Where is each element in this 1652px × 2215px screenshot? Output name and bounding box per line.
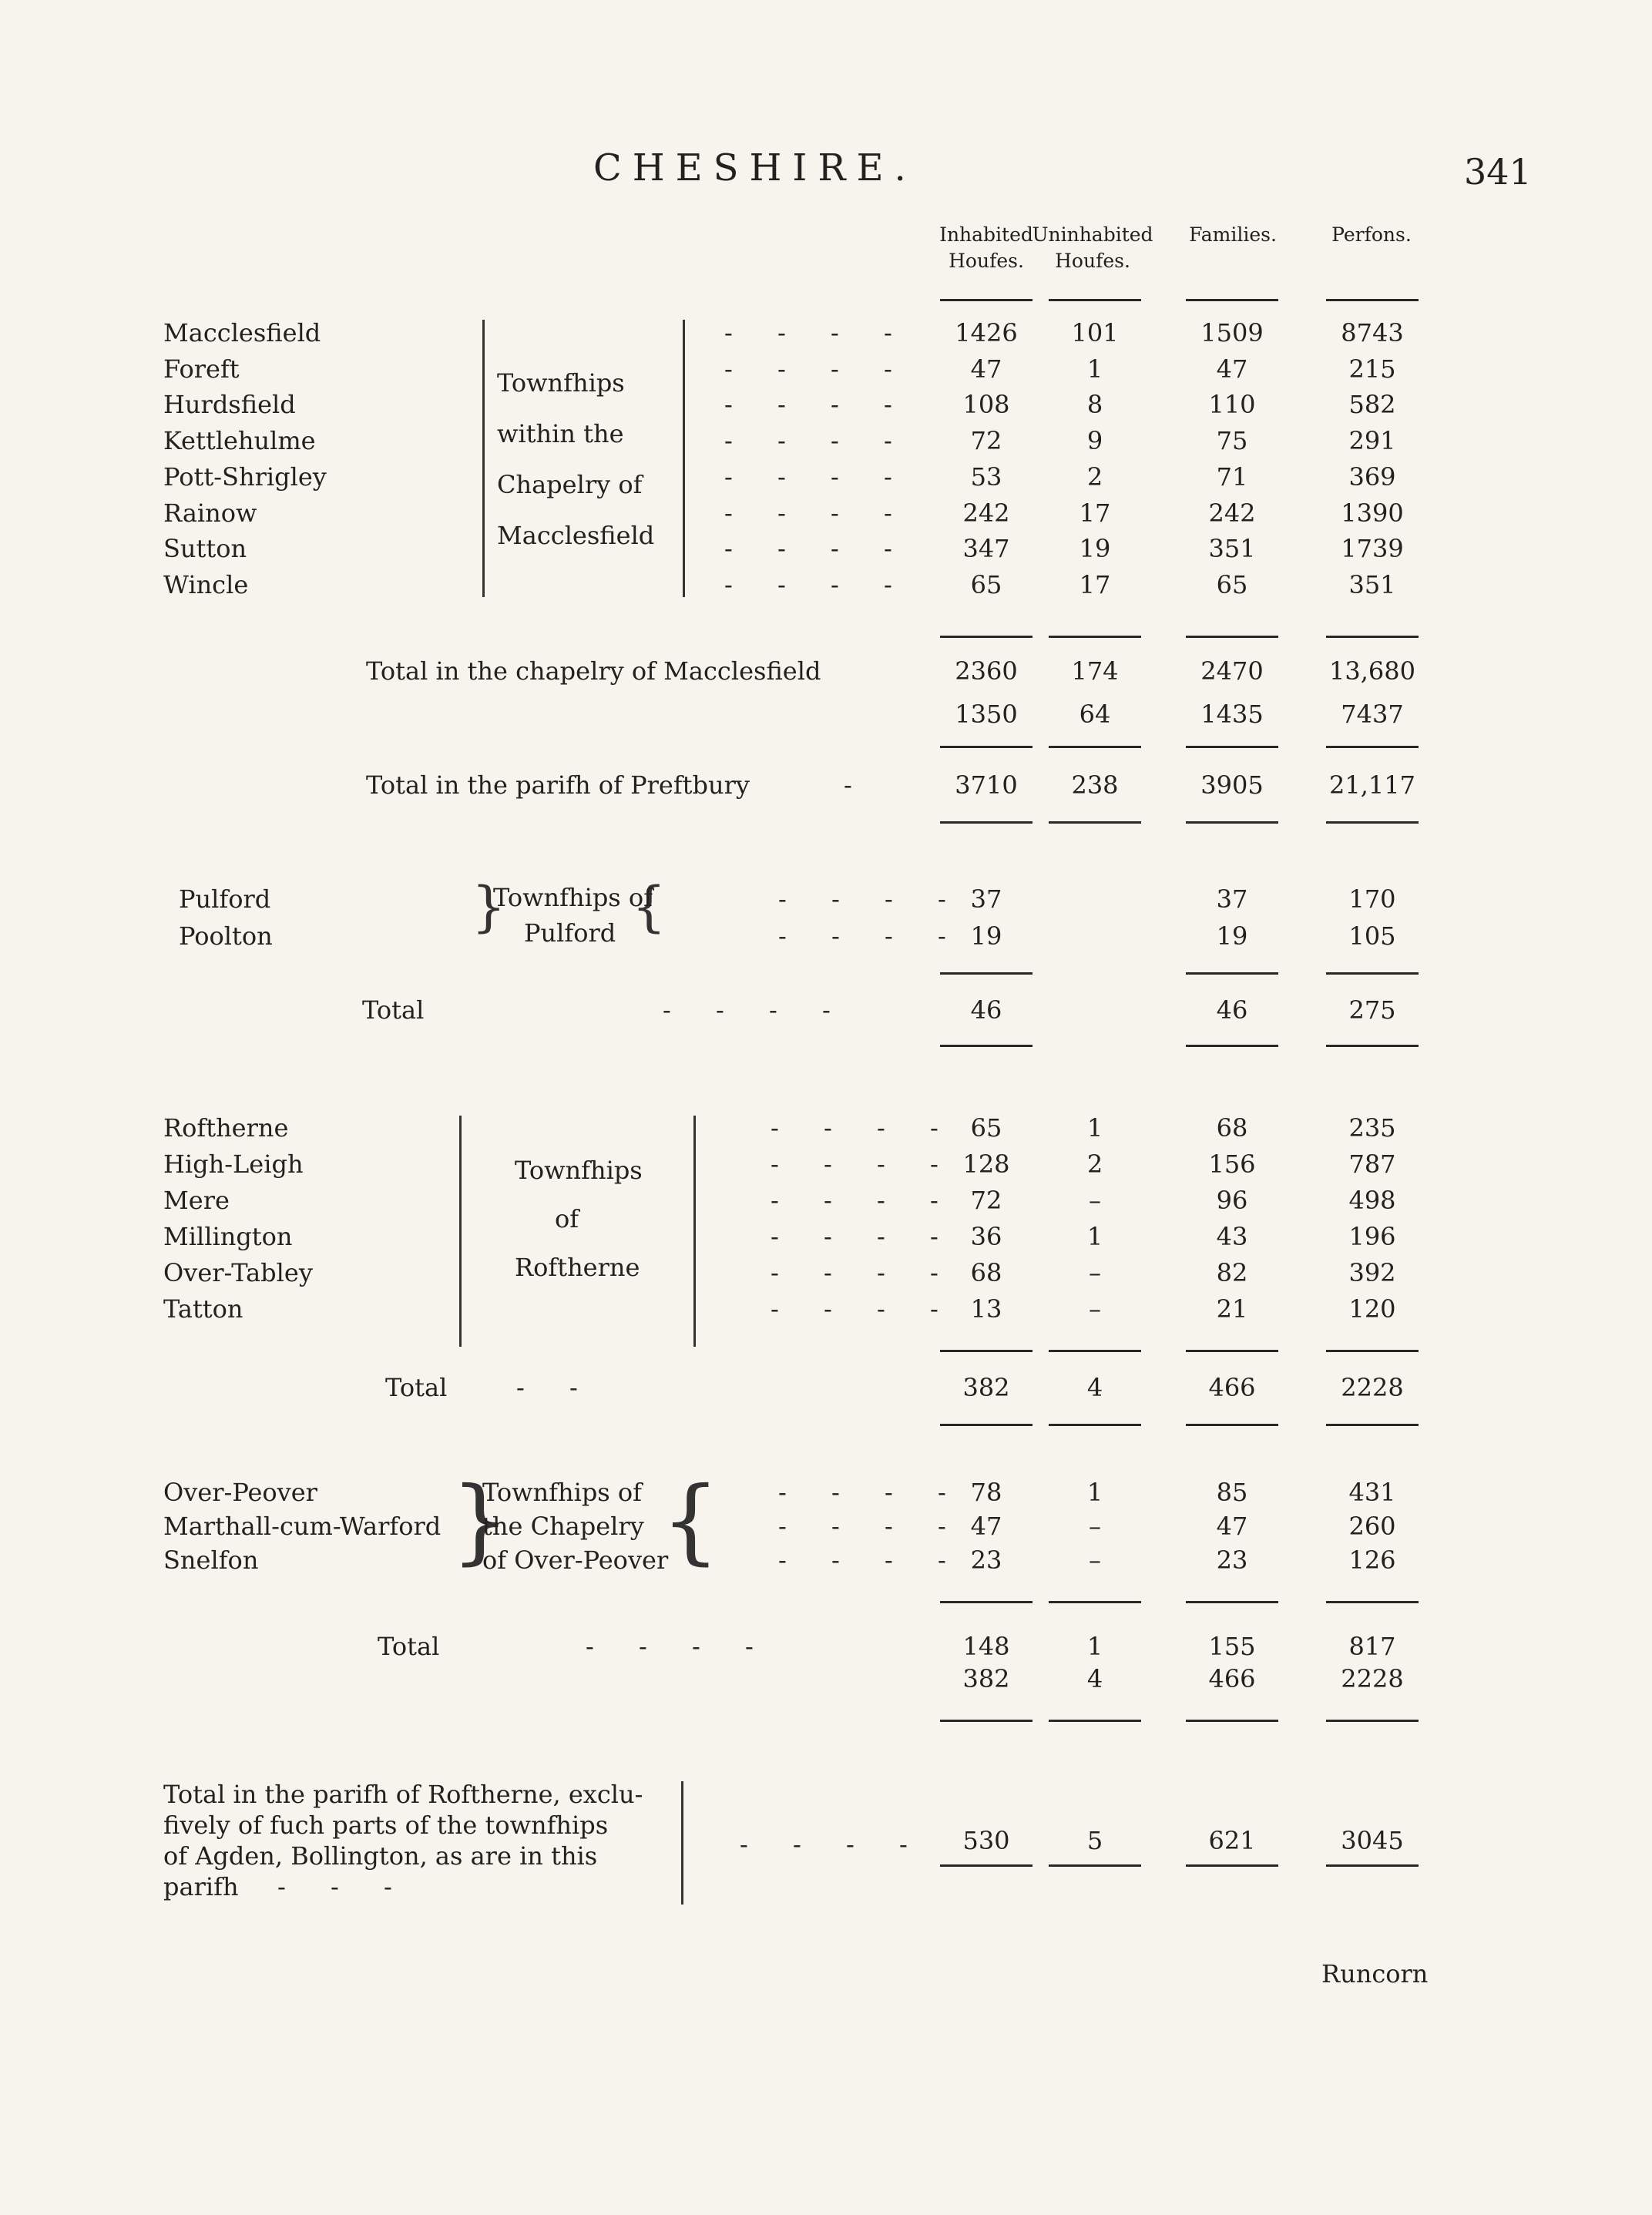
leader-dashes: - - - -	[724, 461, 911, 492]
parish-row-col4: 3045	[1341, 1826, 1404, 1855]
table-row-col4: 1390	[1341, 498, 1404, 528]
mac2-rule-3	[1186, 746, 1278, 748]
table-row-col4: 787	[1348, 1149, 1396, 1179]
leader-dashes: - - - -	[724, 426, 911, 456]
table-row-col1: 242	[962, 498, 1010, 528]
total-row-col1: 382	[962, 1373, 1010, 1402]
table-row-col1: 47	[970, 1512, 1002, 1541]
table-row-col3: 23	[1216, 1545, 1248, 1575]
table-row-col3: 68	[1216, 1113, 1248, 1143]
parish-total-row-col3: 3905	[1200, 770, 1264, 800]
pr-rule-1	[940, 1864, 1032, 1867]
table-row-col4: 8743	[1341, 318, 1404, 347]
table-row-col2: 1	[1086, 1113, 1103, 1143]
table-row-col1: 72	[970, 1186, 1002, 1215]
table-row-col1: 13	[970, 1294, 1002, 1324]
pul2-rule-4	[1326, 1045, 1419, 1047]
pul-rule-3	[1186, 972, 1278, 975]
table-row-col2: 2	[1086, 461, 1103, 492]
left-brace-icon: {	[661, 1468, 720, 1575]
extra-row-col4: 2228	[1341, 1664, 1404, 1693]
group-label: Townfhips	[515, 1156, 643, 1185]
total-row-col3: 2470	[1200, 656, 1264, 686]
table-row-col1: 347	[962, 534, 1010, 564]
total-label: Total	[362, 995, 425, 1025]
leader-dashes: - - - -	[724, 390, 911, 420]
table-row-col4: 170	[1348, 884, 1396, 914]
leader-dashes: - - - -	[771, 1149, 957, 1179]
total-label: Total	[385, 1373, 448, 1402]
table-row-col3: 47	[1216, 1512, 1248, 1541]
total-row-col2: 1	[1086, 1632, 1103, 1661]
ros2-rule-4	[1326, 1424, 1419, 1426]
table-row-col2: 1	[1086, 354, 1103, 384]
row-name: Poolton	[179, 921, 273, 951]
table-row-col2: 17	[1079, 570, 1111, 600]
parish-row-col3: 621	[1208, 1826, 1256, 1855]
row-name: Macclesfield	[163, 318, 321, 347]
mac-rule-3	[1186, 636, 1278, 638]
mac-rule-2	[1049, 636, 1141, 638]
table-row-col4: 215	[1348, 354, 1396, 384]
extra-row-col2: 4	[1086, 1664, 1103, 1693]
leader-dashes: - - - -	[771, 1222, 957, 1251]
mac2-rule-4	[1326, 746, 1419, 748]
leader-dashes: - - - -	[724, 354, 911, 384]
table-row-col1: 1426	[955, 318, 1018, 347]
table-row-col3: 85	[1216, 1478, 1248, 1507]
total-row-col2: 4	[1086, 1373, 1103, 1402]
right-bracket	[683, 320, 690, 597]
leader-dashes: - - - -	[771, 1186, 957, 1215]
table-row-col2: 19	[1079, 534, 1111, 564]
row-name: Mere	[163, 1186, 230, 1215]
row-name: Sutton	[163, 534, 247, 564]
table-row-col3: 82	[1216, 1258, 1248, 1287]
leader-dashes: - - - -	[724, 570, 911, 600]
group-label: Pulford	[524, 918, 616, 948]
table-row-col3: 242	[1208, 498, 1256, 528]
left-brace-icon: {	[632, 875, 667, 938]
ros2-rule-3	[1186, 1424, 1278, 1426]
extra-row-col1: 382	[962, 1664, 1010, 1693]
leader-dashes: - - - -	[771, 1113, 957, 1143]
pul-rule-4	[1326, 972, 1419, 975]
header-rule-2	[1049, 299, 1141, 301]
table-row-col3: 156	[1208, 1149, 1256, 1179]
row-name: Pott-Shrigley	[163, 461, 327, 492]
table-row-col1: 65	[970, 1113, 1002, 1143]
table-row-col2: 9	[1086, 426, 1103, 456]
leader-dashes: - - -	[277, 1872, 411, 1901]
parish-label-line: Total in the parifh of Roftherne, exclu-	[163, 1780, 643, 1809]
group-label: Townfhips	[497, 368, 625, 398]
table-row-col1: 37	[970, 884, 1002, 914]
row-name: Hurdsfield	[163, 390, 296, 420]
total-label: Total	[378, 1632, 440, 1661]
total-row-col3: 155	[1208, 1632, 1256, 1661]
table-row-col2: –	[1089, 1294, 1101, 1324]
group-label: Townfhips of	[493, 883, 653, 912]
left-bracket	[455, 1116, 462, 1347]
table-row-col2: 101	[1071, 318, 1119, 347]
row-name: Marthall-cum-Warford	[163, 1512, 442, 1541]
group-label: Townfhips of	[482, 1478, 642, 1507]
total-label: Total in the chapelry of Macclesfield	[366, 656, 821, 686]
table-row-col4: 260	[1348, 1512, 1396, 1541]
table-row-col1: 65	[970, 570, 1002, 600]
mac3-rule-1	[940, 821, 1032, 824]
table-row-col3: 37	[1216, 884, 1248, 914]
extra-row-col3: 466	[1208, 1664, 1256, 1693]
mac2-rule-2	[1049, 746, 1141, 748]
pr-rule-4	[1326, 1864, 1419, 1867]
total-row-col1: 46	[970, 995, 1002, 1025]
right-bracket	[693, 1116, 700, 1347]
total-row-col1: 2360	[955, 656, 1018, 686]
table-row-col2: –	[1089, 1186, 1101, 1215]
table-row-col1: 78	[970, 1478, 1002, 1507]
row-name: Tatton	[163, 1294, 243, 1324]
header-rule-1	[940, 299, 1032, 301]
table-row-col4: 105	[1348, 921, 1396, 951]
table-row-col1: 23	[970, 1545, 1002, 1575]
row-name: Pulford	[179, 884, 271, 914]
table-row-col2: –	[1089, 1512, 1101, 1541]
parish-total-row-col4: 21,117	[1329, 770, 1415, 800]
leader-dashes: - - - -	[740, 1830, 926, 1859]
leader-dashes: - - - -	[778, 1512, 965, 1541]
leader-dashes: - - - -	[586, 1632, 772, 1661]
mac3-rule-4	[1326, 821, 1419, 824]
table-row-col4: 392	[1348, 1258, 1396, 1287]
extra-row-col3: 1435	[1200, 700, 1264, 729]
ros-rule-3	[1186, 1350, 1278, 1352]
column-header-3: Families.	[1189, 223, 1277, 246]
group-label: Chapelry of	[497, 470, 643, 499]
table-row-col1: 68	[970, 1258, 1002, 1287]
left-bracket	[478, 320, 485, 597]
ros-rule-1	[940, 1350, 1032, 1352]
right-brace-icon: }	[451, 1468, 510, 1575]
mac-rule-1	[940, 636, 1032, 638]
table-row-col3: 1509	[1200, 318, 1264, 347]
leader-dashes: - - - -	[778, 1545, 965, 1575]
pul2-rule-1	[940, 1045, 1032, 1047]
pr-rule-3	[1186, 1864, 1278, 1867]
group-label: of	[555, 1204, 579, 1233]
parish-label-line: of Agden, Bollington, as are in this	[163, 1841, 598, 1871]
group-label: Macclesfield	[497, 521, 655, 550]
total-row-col4: 13,680	[1329, 656, 1415, 686]
table-row-col4: 291	[1348, 426, 1396, 456]
leader-dashes: - - - -	[778, 921, 965, 951]
page-number: 341	[1464, 151, 1532, 193]
mac3-rule-3	[1186, 821, 1278, 824]
leader-dashes: - - - -	[724, 498, 911, 528]
parish-row-col1: 530	[962, 1826, 1010, 1855]
table-row-col4: 582	[1348, 390, 1396, 420]
table-row-col4: 196	[1348, 1222, 1396, 1251]
table-row-col4: 120	[1348, 1294, 1396, 1324]
group-label: of Over-Peover	[482, 1545, 669, 1575]
table-row-col3: 351	[1208, 534, 1256, 564]
table-row-col1: 47	[970, 354, 1002, 384]
total-row-col3: 46	[1216, 995, 1248, 1025]
leader-dashes: - - - -	[778, 1478, 965, 1507]
table-row-col2: 1	[1086, 1222, 1103, 1251]
group-label: the Chapelry	[482, 1512, 644, 1541]
total-row-col4: 817	[1348, 1632, 1396, 1661]
parish-total-label: Total in the parifh of Preftbury	[366, 770, 750, 800]
ovp2-rule-3	[1186, 1720, 1278, 1722]
total-row-col4: 2228	[1341, 1373, 1404, 1402]
leader-dashes: - - - -	[724, 534, 911, 564]
table-row-col3: 43	[1216, 1222, 1248, 1251]
leader-dashes: - - - -	[778, 884, 965, 914]
row-name: Snelfon	[163, 1545, 259, 1575]
group-label: Roftherne	[515, 1253, 640, 1282]
ros2-rule-1	[940, 1424, 1032, 1426]
total-row-col4: 275	[1348, 995, 1396, 1025]
extra-row-col2: 64	[1079, 700, 1111, 729]
table-row-col2: 17	[1079, 498, 1111, 528]
leader-dashes: - - - -	[663, 995, 849, 1025]
parish-row-col2: 5	[1086, 1826, 1103, 1855]
table-row-col3: 65	[1216, 570, 1248, 600]
total-row-col1: 148	[962, 1632, 1010, 1661]
table-row-col2: 8	[1086, 390, 1103, 420]
column-header-4: Perfons.	[1331, 223, 1412, 246]
ovp2-rule-1	[940, 1720, 1032, 1722]
catchword: Runcorn	[1321, 1959, 1429, 1988]
table-row-col1: 108	[962, 390, 1010, 420]
row-name: Kettlehulme	[163, 426, 316, 456]
right-brace-icon: }	[472, 875, 506, 938]
row-name: Rainow	[163, 498, 257, 528]
leader-dashes: -	[844, 770, 871, 800]
total-row-col3: 466	[1208, 1373, 1256, 1402]
table-row-col4: 126	[1348, 1545, 1396, 1575]
ovp-rule-3	[1186, 1601, 1278, 1603]
mac3-rule-2	[1049, 821, 1141, 824]
pul-rule-1	[940, 972, 1032, 975]
leader-dashes: - - - -	[771, 1258, 957, 1287]
mac2-rule-1	[940, 746, 1032, 748]
table-row-col4: 369	[1348, 461, 1396, 492]
table-row-col4: 351	[1348, 570, 1396, 600]
group-label: within the	[497, 419, 624, 448]
ovp2-rule-2	[1049, 1720, 1141, 1722]
table-row-col4: 431	[1348, 1478, 1396, 1507]
table-row-col3: 19	[1216, 921, 1248, 951]
parish-total-row-col2: 238	[1071, 770, 1119, 800]
leader-dashes: - -	[516, 1373, 596, 1402]
table-row-col4: 235	[1348, 1113, 1396, 1143]
table-row-col3: 110	[1208, 390, 1256, 420]
table-row-col3: 71	[1216, 461, 1248, 492]
table-row-col3: 47	[1216, 354, 1248, 384]
extra-row-col4: 7437	[1341, 700, 1404, 729]
pr-rule-2	[1049, 1864, 1141, 1867]
table-row-col2: –	[1089, 1545, 1101, 1575]
row-name: Roftherne	[163, 1113, 289, 1143]
table-row-col2: –	[1089, 1258, 1101, 1287]
ovp-rule-1	[940, 1601, 1032, 1603]
ros2-rule-2	[1049, 1424, 1141, 1426]
mac-rule-4	[1326, 636, 1419, 638]
total-row-col2: 174	[1071, 656, 1119, 686]
column-header-2: Uninhabited Houfes.	[1032, 223, 1153, 272]
table-row-col4: 1739	[1341, 534, 1404, 564]
row-name: Over-Tabley	[163, 1258, 313, 1287]
leader-dashes: - - - -	[724, 318, 911, 347]
table-row-col1: 53	[970, 461, 1002, 492]
pul2-rule-3	[1186, 1045, 1278, 1047]
parish-total-row-col1: 3710	[955, 770, 1018, 800]
right-bracket	[677, 1781, 683, 1905]
leader-dashes: - - - -	[771, 1294, 957, 1324]
table-row-col1: 72	[970, 426, 1002, 456]
parish-label-line: fively of fuch parts of the townfhips	[163, 1811, 609, 1840]
row-name: Over-Peover	[163, 1478, 317, 1507]
ovp-rule-2	[1049, 1601, 1141, 1603]
table-row-col3: 75	[1216, 426, 1248, 456]
row-name: Wincle	[163, 570, 249, 600]
table-row-col2: 1	[1086, 1478, 1103, 1507]
parish-label-line: parifh	[163, 1872, 239, 1901]
ros-rule-2	[1049, 1350, 1141, 1352]
ovp-rule-4	[1326, 1601, 1419, 1603]
table-row-col3: 96	[1216, 1186, 1248, 1215]
header-rule-4	[1326, 299, 1419, 301]
ros-rule-4	[1326, 1350, 1419, 1352]
table-row-col1: 128	[962, 1149, 1010, 1179]
row-name: Millington	[163, 1222, 293, 1251]
row-name: Foreft	[163, 354, 240, 384]
table-row-col4: 498	[1348, 1186, 1396, 1215]
page-title: CHESHIRE.	[593, 146, 917, 190]
column-header-1: Inhabited Houfes.	[939, 223, 1033, 272]
table-row-col2: 2	[1086, 1149, 1103, 1179]
table-row-col1: 36	[970, 1222, 1002, 1251]
row-name: High-Leigh	[163, 1149, 304, 1179]
table-row-col1: 19	[970, 921, 1002, 951]
header-rule-3	[1186, 299, 1278, 301]
table-row-col3: 21	[1216, 1294, 1248, 1324]
extra-row-col1: 1350	[955, 700, 1018, 729]
ovp2-rule-4	[1326, 1720, 1419, 1722]
